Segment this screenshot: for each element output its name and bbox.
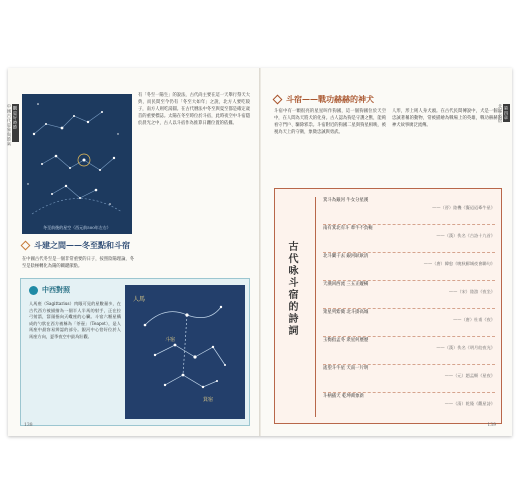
poem-entry xyxy=(323,197,495,225)
poem-line: 箕斗為銀河 牛女分星漢 xyxy=(323,198,369,203)
left-chapter-label: 觀星好時節 xyxy=(12,104,19,142)
star-map-caption: 冬至前後的星空（西元前500年左右） xyxy=(43,225,111,230)
sagittarius-graphic xyxy=(125,285,245,419)
section-heading-solstice xyxy=(22,240,130,251)
section-heading-text: 斗建之間——冬至點和斗宿 xyxy=(34,240,130,250)
poems-title: 古代咏斗宿的詩詞 xyxy=(286,241,297,337)
poem-line: 斗柄插天 乾坤萬象新 xyxy=(323,394,364,399)
poem-line: 南有箕北有斗 牽牛不負軛 xyxy=(323,226,373,231)
poem-line: 玉衡指孟冬 衆星何歷歷 xyxy=(323,338,369,343)
poems-divider xyxy=(315,197,316,417)
poem-source: ——（元）趙孟頫《星夜》 xyxy=(444,373,495,378)
poem-source: ——（宋）陸游《夜坐》 xyxy=(448,289,495,294)
book-spread xyxy=(8,68,512,436)
right-chapter-label: 第四章 xyxy=(504,106,509,121)
right-page xyxy=(260,68,512,436)
poem-entry xyxy=(323,281,495,309)
left-page-number: 138 xyxy=(24,423,33,428)
poems-box xyxy=(274,188,502,424)
poem-entry xyxy=(323,225,495,253)
poem-source: ——（晉）陸機《擬迢迢牽牛星》 xyxy=(432,205,495,210)
poem-entry xyxy=(323,393,495,421)
dou-mansion-label: 斗宿 xyxy=(165,337,176,343)
ji-mansion-label: 箕宿 xyxy=(203,397,214,403)
east-west-comparison-box xyxy=(20,278,250,426)
comparison-text: 人馬座（Sagittarius）肉眼可見的星數量多，在古代西方被描繪為一個半人半馬的射手，正在拉弓射箭，箭頭指向天蠍座的心臟。斗宿六顆星構成的勺狀在西方被稱為「茶壺」（Teapot），是人馬座中最容易辨認的部分。銀河中心恰好位於人馬座方向，夏季夜空中最為壯觀。 xyxy=(29,301,121,339)
poem-source: ——（唐）韓愈《晚秋郾城夜會聯句》 xyxy=(423,261,495,266)
section-heading-dog-star xyxy=(274,94,374,105)
poem-source: ——（漢）佚名《明月皎夜光》 xyxy=(436,345,495,350)
left-page xyxy=(8,68,260,436)
poem-source: ——（漢）佚名《古詩十九首》 xyxy=(436,233,495,238)
left-chapter-subtitle: 中國古代星象與節氣 xyxy=(7,104,12,147)
poem-entry xyxy=(323,309,495,337)
right-paragraph-1: 斗宿中有一顆很亮的星星叫作狗國，這一個狗國位於天空中，在人間為天將犬的化身。古人認為狗是守護之獸，能夠看守門戶、驅除邪祟。斗宿附近的狗國二星與狗星相映，被視為天上的守衛，象徵忠誠與勇武。 xyxy=(274,109,386,135)
intro-paragraph: 有「冬至一陽生」的說法，古代尚主要在這一天舉行祭天大典，而民間至今仍有「冬至大如年」之說，北方人要吃餃子，南方人則吃湯圓。在古代曆法中冬至與夏至都是確定歲首的重要標誌。太陽在冬至時位於斗宿，此時夜空中斗宿隱於晨光之中，古人以斗宿作為推算日躔位置的依據。 xyxy=(138,93,250,126)
poem-entry xyxy=(323,337,495,365)
poem-line: 北斗闌干去 銀河耿耿清 xyxy=(323,254,369,259)
right-side-tab xyxy=(498,104,510,126)
diamond-bullet-icon xyxy=(273,95,283,105)
diamond-bullet-icon xyxy=(21,241,31,251)
sagittarius-label: 人馬 xyxy=(133,296,146,303)
compass-icon xyxy=(29,286,38,295)
poem-entry xyxy=(323,365,495,393)
poem-line: 天漢回西流 三五正縱橫 xyxy=(323,282,369,287)
comparison-heading-text: 中西對照 xyxy=(42,285,70,294)
section-heading-text: 斗宿——戰功赫赫的神犬 xyxy=(286,94,374,104)
right-chapter-subtitle: 北方七宿 xyxy=(498,104,503,123)
right-paragraph-2: 人形，形上則人身犬頭。在古代民間傳說中，犬是一個以忠誠著稱的動物，常被描繪為戰場上的英雄，戰功赫赫的神犬故事廣泛流傳。 xyxy=(392,109,502,128)
star-map-graphic xyxy=(22,94,132,234)
comparison-heading xyxy=(29,285,70,295)
poem-line: 遙望斗牛星 天南一片明 xyxy=(323,366,369,371)
left-side-tab xyxy=(7,104,19,147)
poem-line: 衆星列紫微 北斗掛高城 xyxy=(323,310,369,315)
poem-source: ——（清）乾隆《觀星詩》 xyxy=(444,401,495,406)
right-page-number: 139 xyxy=(487,423,496,428)
poem-entry xyxy=(323,253,495,281)
section-paragraph: 在中國古代冬至是一個非常重要的日子，按照陰陽理論，冬至是陰極轉化為陽的關鍵節點。 xyxy=(22,257,134,269)
poem-source: ——（唐）杜甫《夜》 xyxy=(453,317,495,322)
sagittarius-illustration xyxy=(125,285,245,419)
winter-solstice-star-map xyxy=(22,94,132,234)
